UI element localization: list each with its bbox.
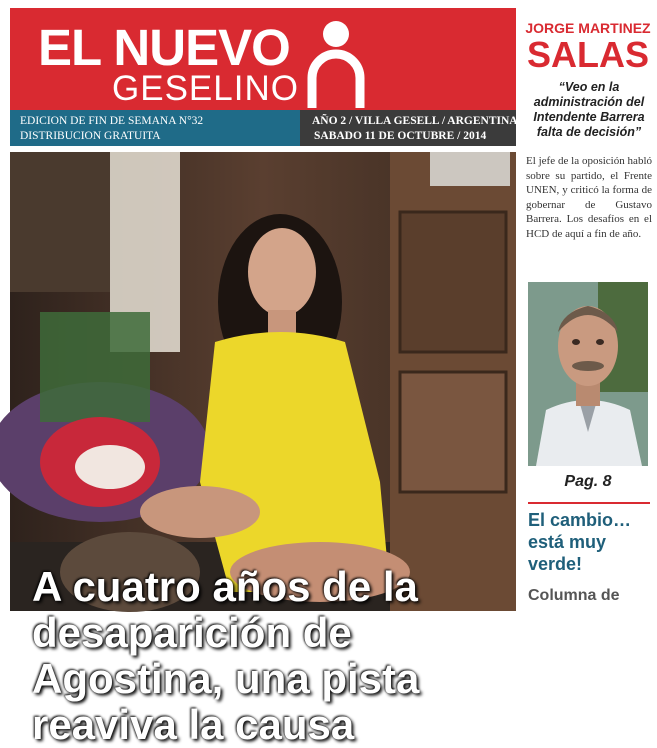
edition-bar	[10, 110, 300, 146]
main-photo-illustration	[10, 152, 516, 611]
headline-line: A cuatro años de la	[32, 563, 418, 610]
portrait-illustration	[528, 282, 648, 466]
column-label: Columna de	[528, 587, 620, 604]
headline-line: Agostina, una pista	[32, 655, 420, 702]
headline-line: reaviva la causa	[32, 701, 355, 748]
masthead-subtitle: GESELINO	[112, 69, 299, 108]
main-headline[interactable]	[32, 564, 522, 748]
sidebar-name[interactable]: SALAS	[526, 34, 649, 75]
distribution-label: DISTRIBUCION GRATUITA	[20, 130, 161, 142]
year-location-label: AÑO 2 / VILLA GESELL / ARGENTINA	[312, 115, 518, 127]
sidebar-teaser[interactable]: El cambio… está muy verde!	[528, 510, 632, 574]
main-story-photo[interactable]	[10, 152, 516, 748]
sidebar-kicker: JORGE MARTINEZ	[525, 20, 651, 36]
sidebar-divider	[528, 502, 650, 504]
date-label: SABADO 11 DE OCTUBRE / 2014	[314, 130, 487, 142]
headline-line: desaparición de	[32, 609, 352, 656]
masthead	[10, 8, 516, 110]
page-reference[interactable]: Pag. 8	[564, 473, 612, 490]
person-symbol-icon	[306, 16, 366, 112]
sidebar-quote: “Veo en la administración del Intendente Barrera falta de decisión”	[533, 80, 645, 139]
sidebar-body: El jefe de la oposición habló sobre su partido, el Frente UNEN, y criticó la forma de gobernar de Gustavo Barrera. Los desafíos en el HCD de aquí a fin de año.	[526, 155, 652, 240]
dateline-bar	[300, 110, 516, 146]
sidebar-portrait-photo[interactable]	[528, 282, 648, 466]
masthead-title: EL NUEVO	[38, 19, 290, 76]
edition-label: EDICION DE FIN DE SEMANA N°32	[20, 115, 204, 127]
